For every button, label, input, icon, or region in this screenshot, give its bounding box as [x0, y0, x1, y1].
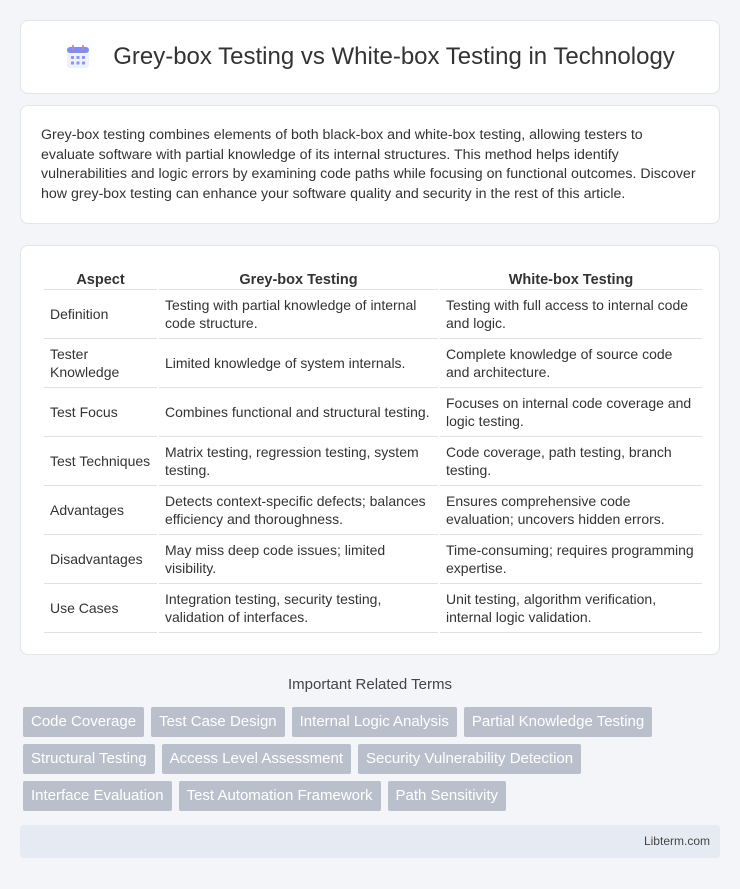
table-row: [44, 584, 702, 633]
aspect-cell: Tester Knowledge: [44, 339, 157, 388]
white-box-cell: Complete knowledge of source code and architecture.: [440, 339, 702, 388]
header-aspect: Aspect: [44, 266, 157, 290]
table-row: [44, 486, 702, 535]
grey-box-cell: Limited knowledge of system internals.: [159, 339, 438, 388]
grey-box-cell: Detects context-specific defects; balances efficiency and thoroughness.: [159, 486, 438, 535]
related-term-tag[interactable]: Security Vulnerability Detection: [358, 744, 581, 774]
white-box-cell: Ensures comprehensive code evaluation; uncovers hidden errors.: [440, 486, 702, 535]
table-header-row: [44, 266, 702, 290]
page-title: Grey-box Testing vs White-box Testing in Technology: [113, 43, 675, 70]
related-term-tag[interactable]: Code Coverage: [23, 707, 144, 737]
aspect-cell: Test Techniques: [44, 437, 157, 486]
header-grey-box: Grey-box Testing: [159, 266, 438, 290]
white-box-cell: Testing with full access to internal code and logic.: [440, 290, 702, 339]
related-terms-title: Important Related Terms: [288, 676, 452, 693]
intro-card: [20, 105, 720, 224]
calendar-grid-icon: [65, 44, 91, 70]
table-row: [44, 535, 702, 584]
grey-box-cell: May miss deep code issues; limited visibility.: [159, 535, 438, 584]
white-box-cell: Code coverage, path testing, branch testing.: [440, 437, 702, 486]
related-term-tag[interactable]: Path Sensitivity: [388, 781, 507, 811]
footer-site-link[interactable]: Libterm.com: [643, 834, 710, 848]
white-box-cell: Focuses on internal code coverage and logic testing.: [440, 388, 702, 437]
table-row: [44, 388, 702, 437]
aspect-cell: Definition: [44, 290, 157, 339]
related-term-tag[interactable]: Test Automation Framework: [179, 781, 381, 811]
white-box-cell: Unit testing, algorithm verification, internal logic validation.: [440, 584, 702, 633]
grey-box-cell: Combines functional and structural testing.: [159, 388, 438, 437]
aspect-cell: Use Cases: [44, 584, 157, 633]
comparison-table-card: [20, 245, 720, 655]
footer: [20, 825, 720, 858]
related-term-tag[interactable]: Access Level Assessment: [162, 744, 351, 774]
header-card: [20, 20, 720, 94]
related-terms-list: [23, 707, 723, 811]
table-row: [44, 339, 702, 388]
header-white-box: White-box Testing: [440, 266, 702, 290]
grey-box-cell: Matrix testing, regression testing, system testing.: [159, 437, 438, 486]
aspect-cell: Disadvantages: [44, 535, 157, 584]
aspect-cell: Test Focus: [44, 388, 157, 437]
related-term-tag[interactable]: Test Case Design: [151, 707, 285, 737]
related-term-tag[interactable]: Internal Logic Analysis: [292, 707, 457, 737]
related-term-tag[interactable]: Structural Testing: [23, 744, 155, 774]
comparison-table: [42, 266, 704, 633]
white-box-cell: Time-consuming; requires programming expertise.: [440, 535, 702, 584]
grey-box-cell: Integration testing, security testing, validation of interfaces.: [159, 584, 438, 633]
table-row: [44, 437, 702, 486]
grey-box-cell: Testing with partial knowledge of internal code structure.: [159, 290, 438, 339]
table-row: [44, 290, 702, 339]
related-term-tag[interactable]: Interface Evaluation: [23, 781, 172, 811]
intro-text: Grey-box testing combines elements of both black-box and white-box testing, allowing testers to evaluate software with partial knowledge of its internal structures. This method helps identify vulnerabilities and logic errors by examining code paths while focusing on functional outcomes. Discover how grey-box testing can enhance your software quality and security in the rest of this article.: [41, 127, 696, 202]
aspect-cell: Advantages: [44, 486, 157, 535]
related-term-tag[interactable]: Partial Knowledge Testing: [464, 707, 652, 737]
